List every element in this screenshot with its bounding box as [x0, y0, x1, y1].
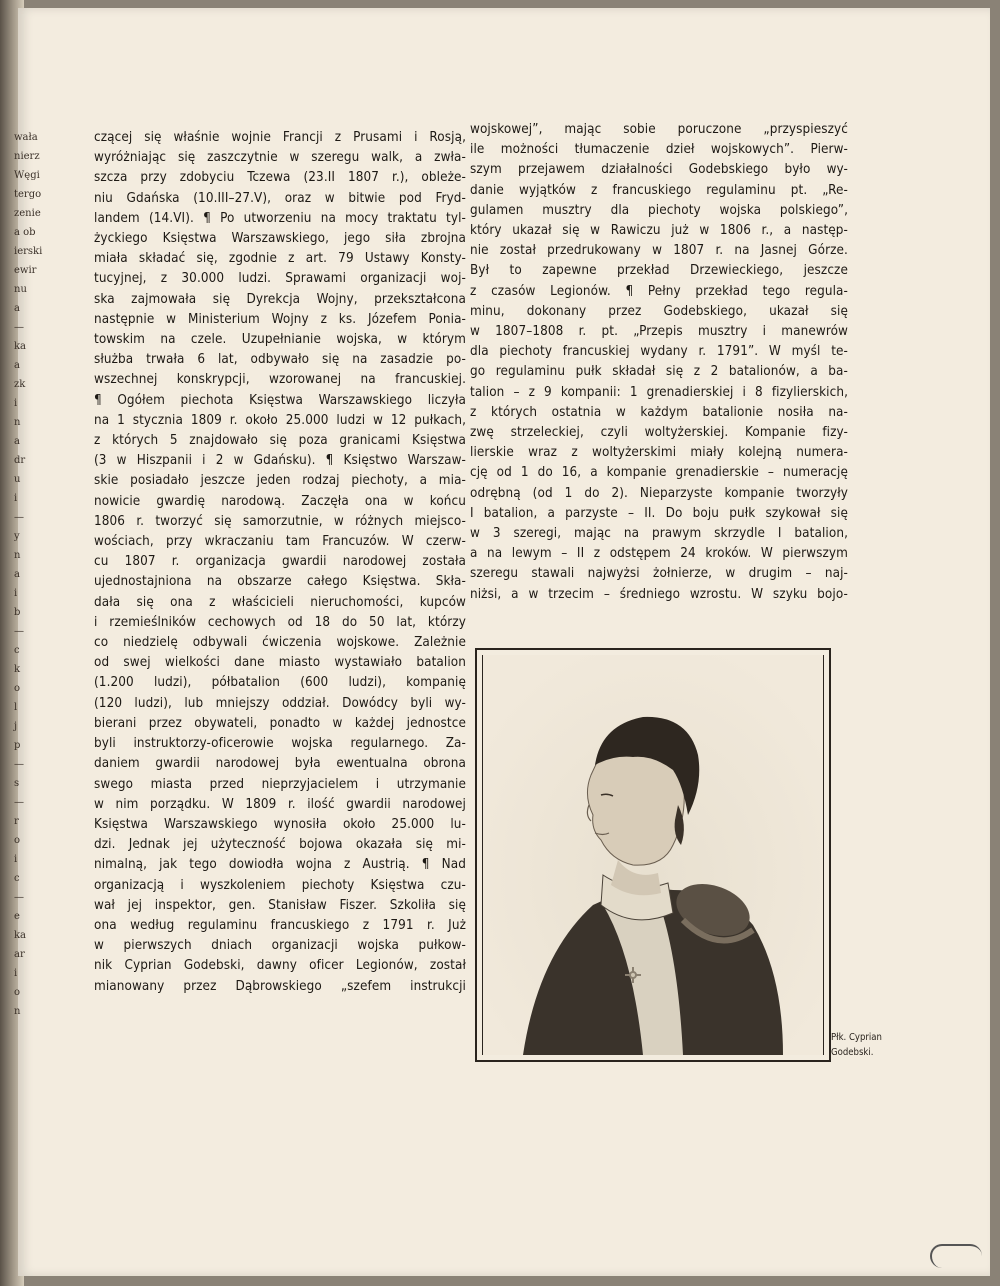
text-line: nimalną, jak tego dowiodła wojna z Austrią. ¶ Nad [94, 857, 466, 873]
text-line: cu 1807 r. organizacja gwardii narodowej została [94, 554, 466, 570]
text-line: nik Cyprian Godebski, dawny oficer Legionów, został [94, 958, 466, 974]
text-line: Księstwa Warszawskiego wynosiła około 25.000 lu- [94, 816, 466, 832]
edge-fragment: l [14, 702, 18, 713]
edge-fragment: — [14, 797, 24, 808]
text-line: landem (14.VI). ¶ Po utworzeniu na mocy traktatu tyl- [94, 210, 466, 226]
text-line: ska zajmowała się Dyrekcja Wojny, przekształcona [94, 291, 466, 307]
text-line: który ukazał się w Rawiczu już w 1806 r., a następ- [470, 223, 848, 239]
edge-fragment: wała [14, 132, 38, 143]
portrait-image [482, 655, 824, 1055]
edge-fragment: — [14, 892, 24, 903]
edge-fragment: k [14, 664, 21, 675]
edge-fragment: a [14, 436, 20, 447]
book-page [14, 8, 990, 1276]
edge-fragment: n [14, 417, 21, 428]
edge-fragment: a ob [14, 227, 36, 238]
text-line: ¶ Ogółem piechota Księstwa Warszawskiego liczyła [94, 392, 466, 408]
text-line: mianowany przez Dąbrowskiego „szefem instrukcji [94, 978, 466, 994]
text-line: gulamen musztry dla piechoty wojska polskiego”, [470, 202, 848, 218]
text-line: minu, dokonany przez Godebskiego, ukazał się [470, 303, 848, 319]
edge-fragment: ka [14, 341, 27, 352]
left-text-column [94, 128, 466, 997]
text-line: w 1807–1808 r. pt. „Przepis musztry i manewrów [470, 324, 848, 340]
edge-fragment: n [14, 1006, 21, 1017]
edge-fragment: — [14, 759, 24, 770]
edge-fragment: c [14, 873, 20, 884]
edge-fragment: ar [14, 949, 25, 960]
edge-fragment: ewir [14, 265, 37, 276]
text-line: szym przejawem działalności Godebskiego było wy- [470, 162, 848, 178]
edge-fragment: p [14, 740, 21, 751]
edge-fragment: zenie [14, 208, 41, 219]
edge-fragment: s [14, 778, 20, 789]
edge-fragment: ka [14, 930, 27, 941]
edge-fragment: c [14, 645, 20, 656]
page-corner-mark [930, 1244, 982, 1268]
text-line: towskim na czele. Uzupełnianie wojska, w którym [94, 332, 466, 348]
text-line: (1.200 ludzi), półbatalion (600 ludzi), kompanię [94, 675, 466, 691]
edge-fragment: u [14, 474, 21, 485]
text-line: miała składać się, zgodnie z art. 79 Ustawy Konsty- [94, 251, 466, 267]
edge-fragment: i [14, 968, 18, 979]
edge-fragment: a [14, 569, 20, 580]
edge-fragment: zk [14, 379, 26, 390]
edge-fragment: tergo [14, 189, 42, 200]
text-line: wszechnej konskrypcji, wzorowanej na francuskiej. [94, 372, 466, 388]
text-line: I batalion, a parzyste – II. Do boju pułk szykował się [470, 505, 848, 521]
edge-fragment: a [14, 303, 20, 314]
edge-fragment: Węgi [14, 170, 40, 181]
text-line: ona według regulaminu francuskiego z 1791 r. Już [94, 917, 466, 933]
caption-line-1: Płk. Cyprian [831, 1032, 882, 1043]
text-line: czącej się właśnie wojnie Francji z Prusami i Rosją, [94, 130, 466, 145]
previous-page-edge-text [14, 128, 43, 1108]
edge-fragment: y [14, 531, 20, 542]
text-line: wyróżniając się zaszczytnie w szeregu walk, a zwła- [94, 150, 466, 166]
text-line: tucyjnej, z 30.000 ludzi. Sprawami organizacji woj- [94, 271, 466, 287]
text-line: na 1 stycznia 1809 r. około 25.000 ludzi w 12 pułkach, [94, 412, 466, 428]
text-line: życkiego Księstwa Warszawskiego, jego siła zbrojna [94, 231, 466, 247]
edge-fragment: i [14, 493, 18, 504]
text-line: szcza przy zdobyciu Tczewa (23.II 1807 r.), obleże- [94, 170, 466, 186]
text-line: swego miasta przed nieprzyjacielem i utrzymanie [94, 776, 466, 792]
edge-fragment: — [14, 512, 24, 523]
text-line: ujednostajniona na obszarze całego Księstwa. Skła- [94, 574, 466, 590]
text-line: dzi. Jednak jej użyteczność bojowa okazała się mi- [94, 837, 466, 853]
text-line: wał jej inspektor, gen. Stanisław Fiszer. Szkoliła się [94, 897, 466, 913]
edge-fragment: e [14, 911, 20, 922]
text-line: (3 w Hiszpanii i 2 w Gdańsku). ¶ Księstwo Warszaw- [94, 453, 466, 469]
text-line: byli instruktorzy-oficerowie wojska regularnego. Za- [94, 736, 466, 752]
text-line: cję od 1 do 16, a kompanie grenadierskie – numerację [470, 465, 848, 481]
text-line: skie posiadało jeszcze jeden rodzaj piechoty, a mia- [94, 473, 466, 489]
edge-fragment: o [14, 683, 21, 694]
text-line: odrębną (od 1 do 2). Nieparzyste kompanie tworzyły [470, 485, 848, 501]
text-line: dla piechoty francuskiej wydany r. 1791”. W myśl te- [470, 344, 848, 360]
edge-fragment: j [14, 721, 18, 732]
text-line: wojskowej”, mając sobie poruczone „przyspieszyć [470, 122, 848, 137]
text-line: w nim porządku. W 1809 r. ilość gwardii narodowej [94, 796, 466, 812]
edge-fragment: nierz [14, 151, 40, 162]
text-line: służba trwała 6 lat, odbywało się na zasadzie po- [94, 352, 466, 368]
text-line: danie wyjątków z francuskiego regulaminu pt. „Re- [470, 182, 848, 198]
text-line: zwę strzeleckiej, czyli woltyżerskiej. Kompanie fizy- [470, 425, 848, 441]
edge-fragment: o [14, 987, 21, 998]
edge-fragment: — [14, 322, 24, 333]
text-line: wościach, przy wkraczaniu tam Francuzów. W czerw- [94, 534, 466, 550]
text-line: 1806 r. tworzyć się samorzutnie, w różnych miejsco- [94, 513, 466, 529]
text-line: nie został przedrukowany w 1807 r. na Jasnej Górze. [470, 243, 848, 259]
text-line: z których 5 znajdowało się poza granicami Księstwa [94, 433, 466, 449]
text-line: dała się ona z właścicieli nieruchomości, kupców [94, 594, 466, 610]
text-line: nowicie gwardię narodową. Zaczęła ona w końcu [94, 493, 466, 509]
text-line: w pierwszych dniach organizacji wojska pułkow- [94, 938, 466, 954]
text-line: w 3 szeregi, mając na prawym skrzydle I batalion, [470, 526, 848, 542]
caption-line-2: Godebski. [831, 1047, 874, 1058]
edge-fragment: i [14, 854, 18, 865]
text-line: niu Gdańska (10.III–27.V), oraz w bitwie pod Fryd- [94, 190, 466, 206]
edge-fragment: b [14, 607, 21, 618]
edge-fragment: ierski [14, 246, 43, 257]
portrait-caption [831, 1030, 911, 1060]
text-line: z czasów Legionów. ¶ Pełny przekład tego regula- [470, 283, 848, 299]
text-line: lierskie wraz z woltyżerskimi miały kolejną numera- [470, 445, 848, 461]
portrait-frame [475, 648, 831, 1062]
text-line: a na lewym – II z odstępem 24 kroków. W pierwszym [470, 546, 848, 562]
text-line: niżsi, a w trzecim – średniego wzrostu. W szyku bojo- [470, 586, 848, 602]
right-text-column [470, 120, 848, 605]
edge-fragment: o [14, 835, 21, 846]
text-line: szeregu stawali najwyżsi żołnierze, w drugim – naj- [470, 566, 848, 582]
edge-fragment: — [14, 626, 24, 637]
text-line: z których ostatnia w każdym batalionie nosiła na- [470, 404, 848, 420]
edge-fragment: nu [14, 284, 27, 295]
text-line: organizacją i wyszkoleniem piechoty Księstwa czu- [94, 877, 466, 893]
text-line: co niedzielę odbywali ćwiczenia wojskowe. Zależnie [94, 635, 466, 651]
text-line: następnie w Ministerium Wojny z ks. Józefem Ponia- [94, 311, 466, 327]
text-line: talion – z 9 kompanii: 1 grenadierskiej i 8 fizylierskich, [470, 384, 848, 400]
text-line: daniem gwardii narodowej była ewentualna obrona [94, 756, 466, 772]
edge-fragment: n [14, 550, 21, 561]
text-line: go regulaminu pułk składał się z 2 batalionów, a ba- [470, 364, 848, 380]
edge-fragment: r [14, 816, 19, 827]
text-line: od swej wielkości dane miasto wystawiało batalion [94, 655, 466, 671]
edge-fragment: a [14, 360, 20, 371]
text-line: bierani przez obywateli, ponadto w każdej jednostce [94, 715, 466, 731]
edge-fragment: dr [14, 455, 26, 466]
edge-fragment: i [14, 588, 18, 599]
edge-fragment: i [14, 398, 18, 409]
text-line: Był to zapewne przekład Drzewieckiego, jeszcze [470, 263, 848, 279]
text-line: ile możności tłumaczenie dzieł wojskowych”. Pierw- [470, 142, 848, 158]
text-line: i rzemieślników cechowych od 18 do 50 lat, którzy [94, 614, 466, 630]
text-line: (120 ludzi), lub mniejszy oddział. Dowódcy byli wy- [94, 695, 466, 711]
